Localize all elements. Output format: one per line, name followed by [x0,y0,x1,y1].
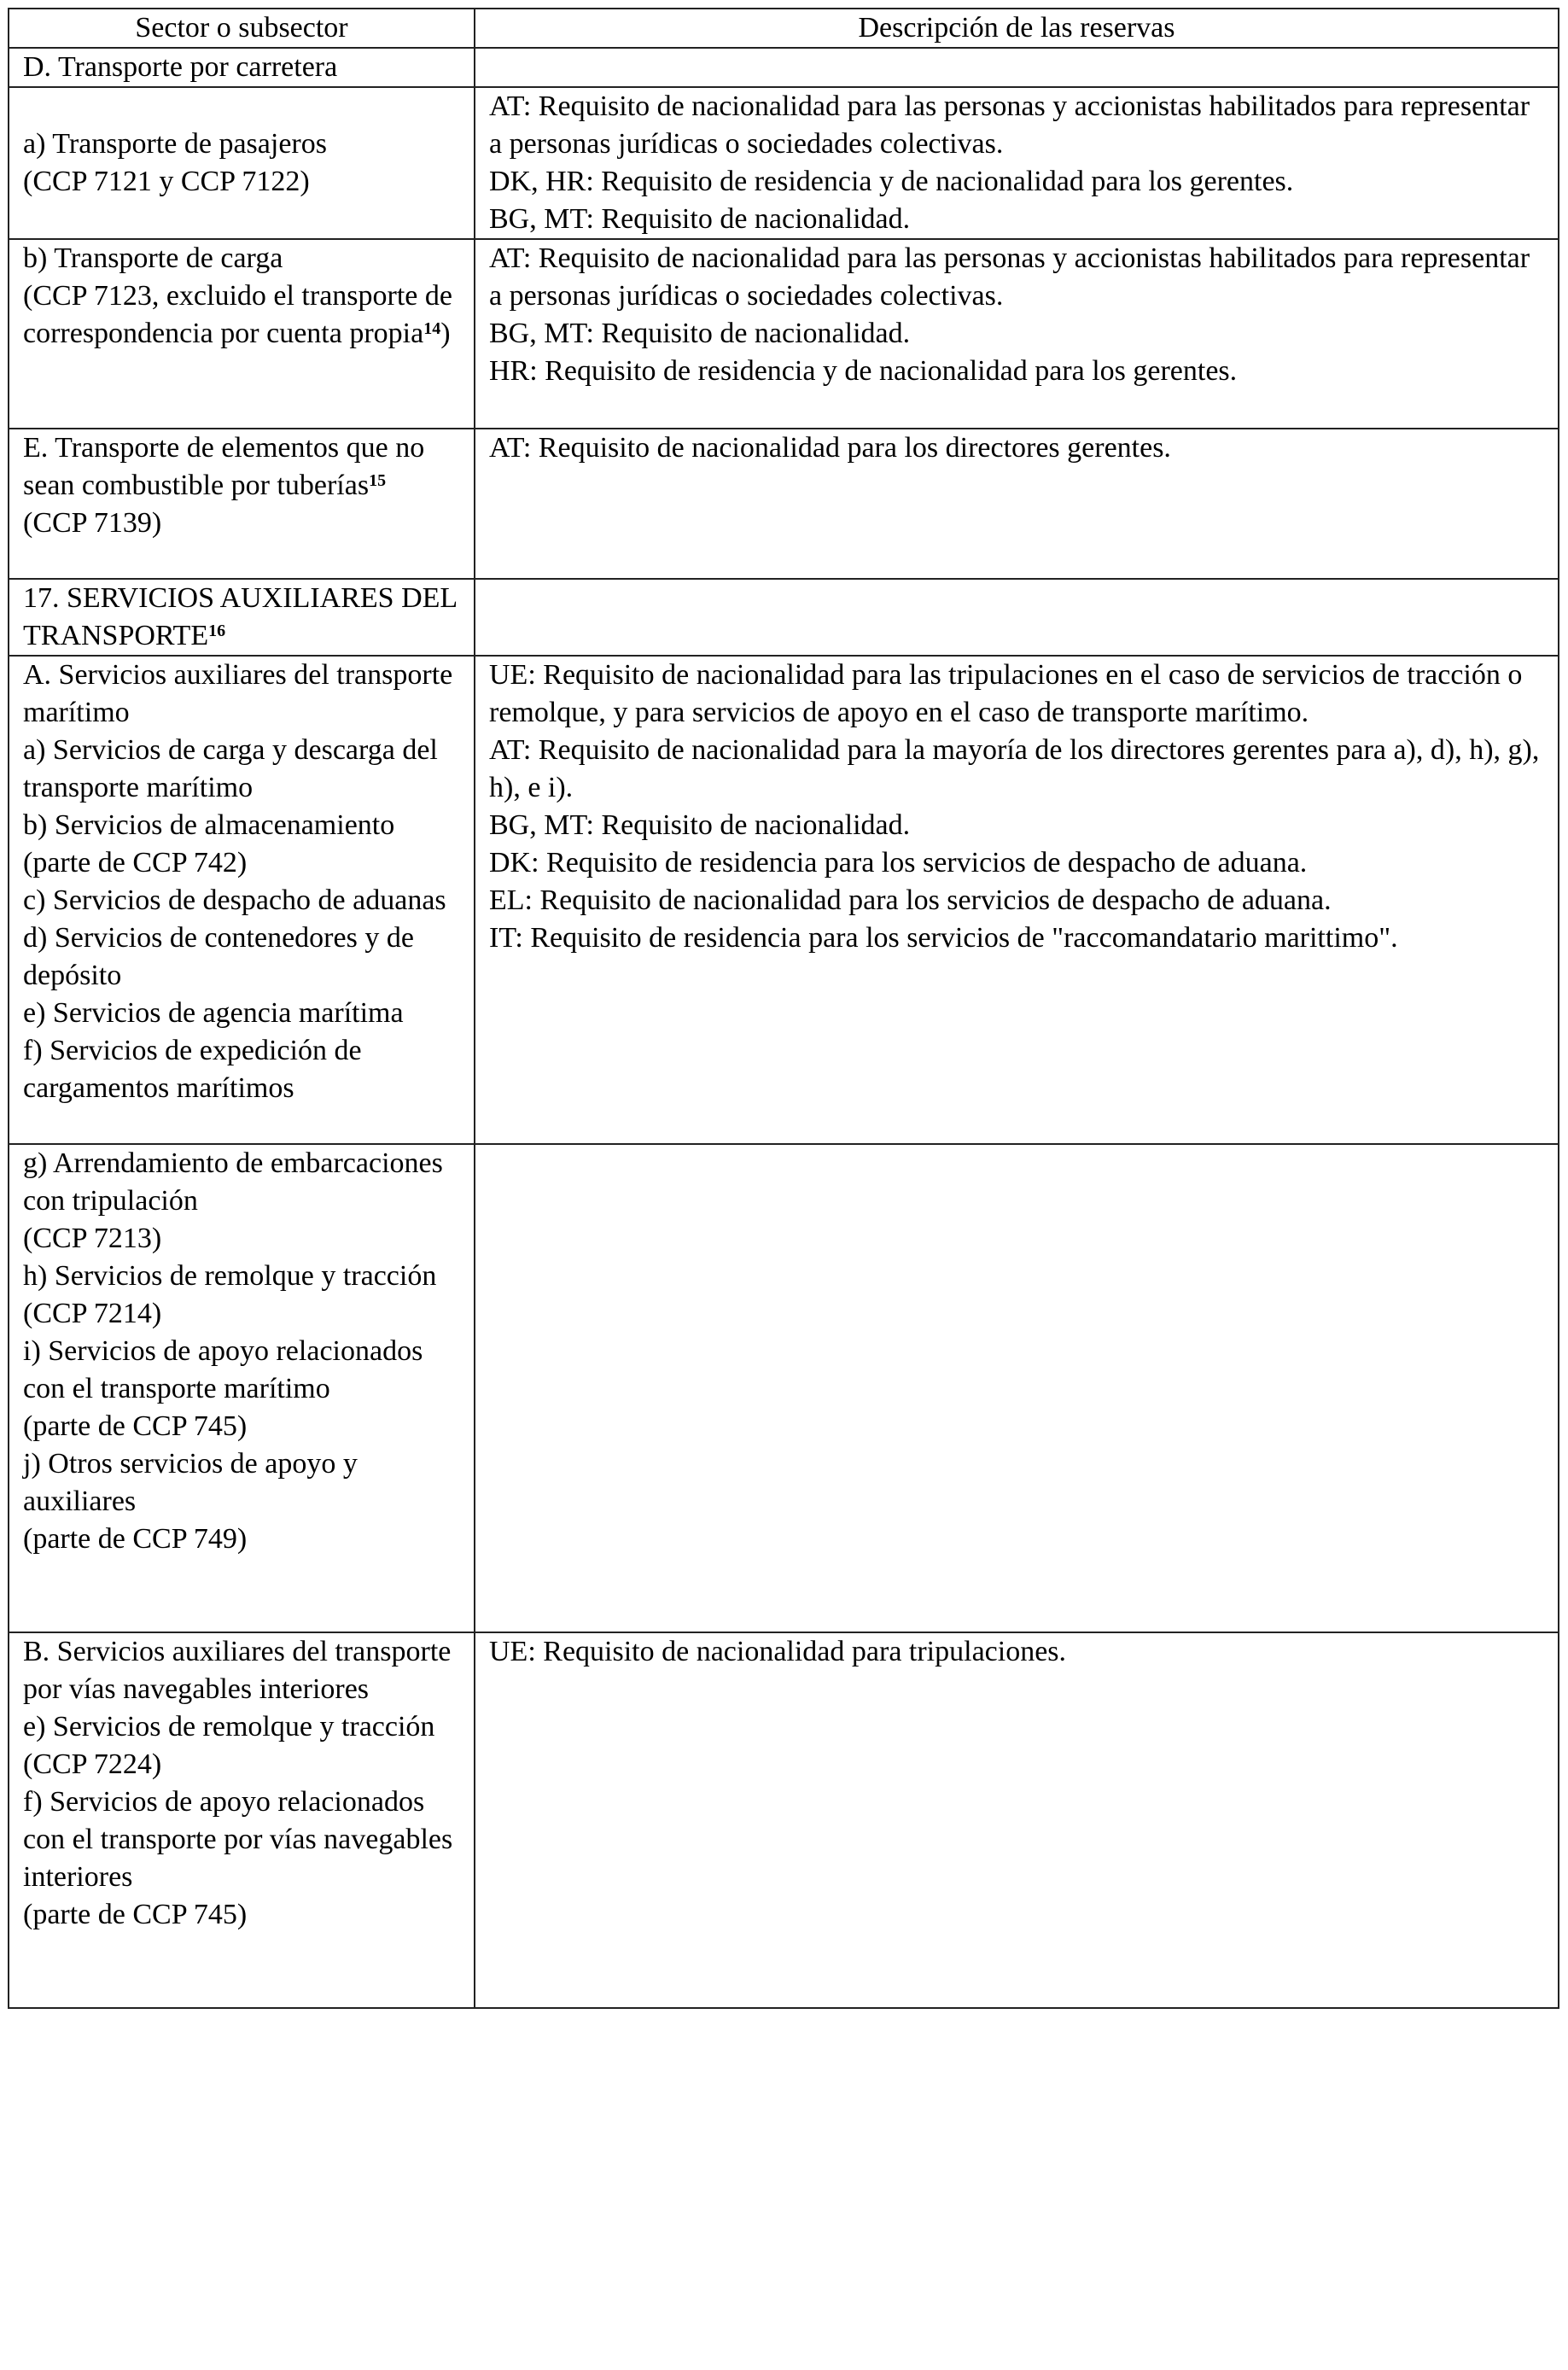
table-row [9,48,1559,87]
footnote-marker: 15 [369,471,387,490]
sector-text: E. Transporte de elementos que no sean combustible por tuberías [23,432,425,501]
description-cell: AT: Requisito de nacionalidad para las personas y accionistas habilitados para representar a personas jurídicas o sociedades colectivas. DK, HR: Requisito de residencia y de nacionalidad para los gerentes. BG, MT: Requisito de nacionalidad. [475,87,1559,239]
table-row [9,579,1559,656]
description-cell: UE: Requisito de nacionalidad para las tripulaciones en el caso de servicios de tracción o remolque, y para servicios de apoyo en el caso de transporte marítimo. AT: Requisito de nacionalidad para la mayoría de los directores gerentes para a), d), h), g), h), e i). BG, MT: Requisito de nacionalidad. DK: Requisito de residencia para los servicios de despacho de aduana. EL: Requisito de nacionalidad para los servicios de despacho de aduana. IT: Requisito de residencia para los servicios de "raccomandatario marittimo". [475,656,1559,1144]
sector-cell [9,579,475,656]
reservations-table [8,8,1559,2009]
sector-cell: a) Transporte de pasajeros (CCP 7121 y CCP 7122) [9,87,475,239]
sector-cell [9,239,475,429]
table-row [9,239,1559,429]
header-description: Descripción de las reservas [475,9,1559,48]
sector-cell: B. Servicios auxiliares del transporte por vías navegables interiores e) Servicios de remolque y tracción (CCP 7224) f) Servicios de apoyo relacionados con el transporte por vías navegables interiores (parte de CCP 745) [9,1632,475,2008]
document-page [8,8,1558,2009]
table-row [9,429,1559,579]
sector-cell: g) Arrendamiento de embarcaciones con tripulación (CCP 7213) h) Servicios de remolque y tracción (CCP 7214) i) Servicios de apoyo relacionados con el transporte marítimo (parte de CCP 745) j) Otros servicios de apoyo y auxiliares (parte de CCP 749) [9,1144,475,1632]
table-row [9,1144,1559,1632]
sector-cell: D. Transporte por carretera [9,48,475,87]
sector-cell [9,429,475,579]
description-cell: AT: Requisito de nacionalidad para los directores gerentes. [475,429,1559,579]
sector-text: 17. SERVICIOS AUXILIARES DEL TRANSPORTE [23,582,457,651]
footnote-marker: 16 [208,622,226,640]
header-sector: Sector o subsector [9,9,475,48]
table-row [9,656,1559,1144]
table-row [9,1632,1559,2008]
sector-cell: A. Servicios auxiliares del transporte marítimo a) Servicios de carga y descarga del transporte marítimo b) Servicios de almacenamiento (parte de CCP 742) c) Servicios de despacho de aduanas d) Servicios de contenedores y de depósito e) Servicios de agencia marítima f) Servicios de expedición de cargamentos marítimos [9,656,475,1144]
sector-text: ) [440,318,451,349]
description-cell [475,1144,1559,1632]
footnote-marker: 14 [423,319,441,338]
description-cell: UE: Requisito de nacionalidad para tripulaciones. [475,1632,1559,2008]
table-header-row [9,9,1559,48]
table-row [9,87,1559,239]
description-cell: AT: Requisito de nacionalidad para las personas y accionistas habilitados para representar a personas jurídicas o sociedades colectivas. BG, MT: Requisito de nacionalidad. HR: Requisito de residencia y de nacionalidad para los gerentes. [475,239,1559,429]
description-cell [475,48,1559,87]
description-cell [475,579,1559,656]
sector-text: (CCP 7139) [23,507,162,539]
sector-text: b) Transporte de carga (CCP 7123, excluido el transporte de correspondencia por cuenta propia [23,242,452,349]
